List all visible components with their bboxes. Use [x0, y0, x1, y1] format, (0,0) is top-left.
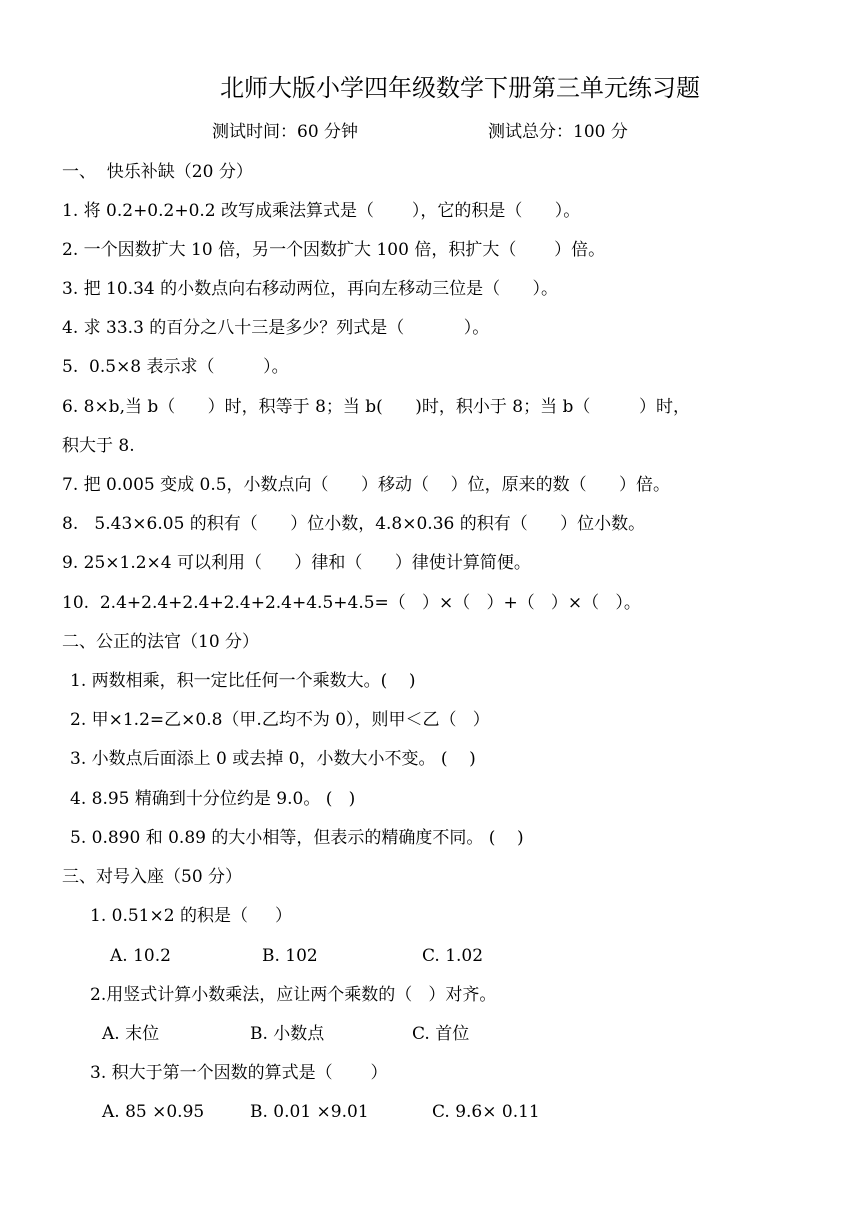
section3-q3-option-b: B. 0.01 ×9.01	[250, 1102, 369, 1122]
test-total-score: 测试总分：100 分	[488, 122, 628, 142]
section3-q2-option-b: B. 小数点	[250, 1024, 325, 1044]
section2-heading: 二、公正的法官（10 分）	[62, 632, 260, 652]
section1-item-6-continued: 积大于 8.	[62, 436, 135, 456]
section2-item-1: 1. 两数相乘，积一定比任何一个乘数大。( )	[70, 671, 416, 691]
section3-q3-option-c: C. 9.6× 0.11	[432, 1102, 540, 1122]
section1-item-7: 7. 把 0.005 变成 0.5，小数点向（ ）移动（ ）位，原来的数（ ）倍。	[62, 475, 670, 495]
section3-q3-question: 3. 积大于第一个因数的算式是（ ）	[90, 1063, 388, 1083]
section1-item-5: 5. 0.5×8 表示求（ ）。	[62, 357, 289, 377]
section3-q1-option-a: A. 10.2	[110, 946, 171, 966]
section1-heading: 一、 快乐补缺（20 分）	[62, 162, 253, 182]
section2-item-4: 4. 8.95 精确到十分位约是 9.0。 ( )	[70, 789, 356, 809]
section3-q2-option-a: A. 末位	[102, 1024, 160, 1044]
section3-heading: 三、对号入座（50 分）	[62, 867, 243, 887]
section3-q1-option-c: C. 1.02	[422, 946, 484, 966]
section3-q1-question: 1. 0.51×2 的积是（ ）	[90, 906, 292, 926]
section1-item-3: 3. 把 10.34 的小数点向右移动两位，再向左移动三位是（ ）。	[62, 279, 559, 299]
section2-item-3: 3. 小数点后面添上 0 或去掉 0，小数大小不变。 ( )	[70, 749, 476, 769]
section3-q2-option-c: C. 首位	[412, 1024, 470, 1044]
section1-item-6: 6. 8×b,当 b（ ）时，积等于 8；当 b( )时，积小于 8；当 b（ ）时，	[62, 397, 691, 417]
section1-item-8: 8. 5.43×6.05 的积有（ ）位小数，4.8×0.36 的积有（ ）位小数。	[62, 514, 646, 534]
section3-q2-question: 2.用竖式计算小数乘法，应让两个乘数的（ ）对齐。	[90, 985, 497, 1005]
section1-item-10: 10. 2.4+2.4+2.4+2.4+2.4+4.5+4.5=（ ）×（ ）+（ ）×（ ）。	[62, 593, 641, 613]
section1-item-1: 1. 将 0.2+0.2+0.2 改写成乘法算式是（ ），它的积是（ ）。	[62, 201, 581, 221]
section1-item-2: 2. 一个因数扩大 10 倍，另一个因数扩大 100 倍，积扩大（ ）倍。	[62, 240, 606, 260]
section1-item-9: 9. 25×1.2×4 可以利用（ ）律和（ ）律使计算简便。	[62, 553, 531, 573]
page-title: 北师大版小学四年级数学下册第三单元练习题	[220, 74, 700, 102]
section3-q1-option-b: B. 102	[262, 946, 318, 966]
section3-q3-option-a: A. 85 ×0.95	[102, 1102, 205, 1122]
section2-item-5: 5. 0.890 和 0.89 的大小相等，但表示的精确度不同。 ( )	[70, 828, 524, 848]
section2-item-2: 2. 甲×1.2=乙×0.8（甲.乙均不为 0），则甲＜乙（ ）	[70, 710, 490, 730]
test-time: 测试时间：60 分钟	[212, 122, 359, 142]
section1-item-4: 4. 求 33.3 的百分之八十三是多少？列式是（ ）。	[62, 318, 490, 338]
